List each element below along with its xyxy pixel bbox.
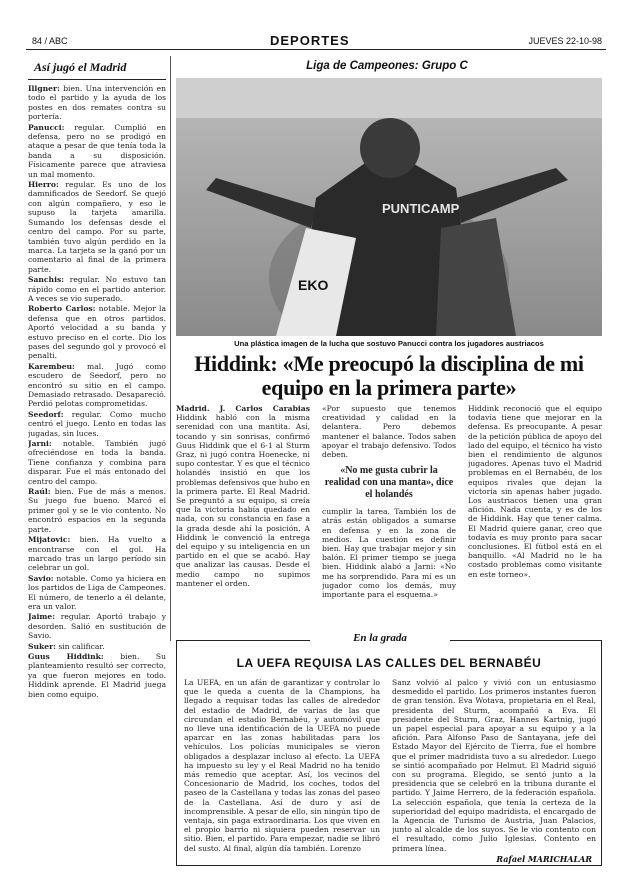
player-rating [28,574,166,612]
player-rating [28,535,166,573]
player-name: Mijatovic: [28,535,71,545]
page-section-label: 84 / ABC [32,36,68,46]
player-rating [28,642,166,651]
player-rating [28,180,166,274]
player-name: Jaime: [28,612,56,622]
grada-label: En la grada [310,632,450,644]
column-divider [170,56,171,641]
player-rating-text: bien. Su planteamiento resultó ser correcto, ya que fueron mejores en todo. Hiddink aprende. El Madrid juega bien como equipo. [28,651,166,699]
grada-column-2: Sanz volvió al palco y vivió con un entusiasmo desmedido el partido. Los primeros instantes fueron de gran tensión. Eva Wotava, propietaria en el Real, presidenta del Sturm, acompañó a Eva. El presidente del Sturm, Graz, Hannes Kartnig, jugó un papel especial para apoyar a su equipo y a la afición. Para Alfonso Paso de Santayana, jefe del Estado Mayor del Ejército de Tierra, fue el hombre que el primer madridista tuvo a su alrededor. Luego se sintió acompañado por Helmut. El Madrid siguió con su programa. Elegido, se sentó junto a la presidencia que se celebró en la tribuna durante el partido. Y Jaime Herrero, de la federación española. La selección española, que tenía la certeza de la superioridad del equipo madridista, el encargado de la Agencia de Turismo de Austria, Juan Palacios, junto al alcalde de los suyos. Se le vio contento con el resultado, como Julio Iglesias. Contento en primera línea. [392,678,596,853]
article-col2b-text: cumplir la tarea. También los de atrás están obligados a sumarse en defensa y en la zona de medios. La cuestión es definir bien. Hay que trabajar mejor y sin balón. El primer tiempo se juega bien. Hiddink alabó a Jarni: «No me ha sorprendido. Para mí es un jugador como los demás, muy importante para el esquema.» [322,507,456,600]
player-rating [28,123,166,179]
player-name: Hierro: [28,180,59,190]
player-rating [28,275,166,303]
player-name: Guus Hiddink: [28,651,104,661]
player-rating-text: regular. Aportó trabajo y desorden. Salió en sustitución de Savio. [28,612,166,641]
article-headline: Hiddink: «Me preocupó la disciplina de mi equipo en la primera parte» [194,351,584,400]
player-rating-text: mal. Jugó como escudero de Seedorf, pero no encontró su sitio en el campo. Demasiado retrasado. Desapareció. Perdió pelotas comprometidas. [28,361,166,409]
player-rating-text: regular. Es uno de los damnificados de Seedorf. Se quejó con algún compañero, y eso le supuso la tarjeta amarilla. Sumando los defensas desde el centro del campo. Por su parte, también tuvo algún perdido en la marca. La tarjeta se la ganó por un comentario al final de la primera parte. [28,180,166,274]
player-rating [28,84,166,122]
article-col1-text: Hiddink habló con la misma serenidad con una mantita. Así, tocando y sin sonrisas, confirmó Guus Hiddink que el 6-1 al Sturm Graz, ni jugó contra Hoenecke, ni supo contestar. Y es que el técnico holandés insistió en que los problemas defensivos que hubo en la primera parte. El Real Madrid. Se preguntó a su equipo, si creía que la victoria había quedado en nada, con su constancia en fase a la grada desde ahí la posición. A Hiddink le convenció la entrega del equipo y su inteligencia en un partido en el que se acabó. Hay que analizar las causas. Desde el medio campo no supimos mantener el orden. [176,413,310,588]
photo-caption: Una plástica imagen de la lucha que sostuvo Panucci contra los jugadores austriacos [234,339,544,348]
player-name: Panucci: [28,122,65,132]
player-rating [28,362,166,409]
player-rating [28,439,166,486]
player-ratings-title: Así jugó el Madrid [28,56,166,80]
player-name: Raúl: [28,487,51,497]
player-rating-text: notable. Como ya hiciera en los partidos de Liga de Campeones. El número, de tenerlo a él delante, era un valor. [28,573,166,611]
player-rating-text: sin calificar. [55,641,105,651]
article-column-1 [176,404,310,636]
player-rating [28,304,166,360]
grada-title: LA UEFA REQUISA LAS CALLES DEL BERNABÉU [236,656,542,670]
player-rating [28,652,166,699]
player-rating-text: notable. Mejor la defensa que en otros partidos. Aportó velocidad a su banda y estuvo preciso en el corte. Dio los pases del segundo gol y provocó el penalti. [28,304,166,361]
photo-sponsor-text: PUNTICAMP [382,201,460,216]
article-kicker: Liga de Campeones: Grupo C [306,60,468,72]
photo-shirt-text: EKO [298,277,329,293]
player-rating-text: bien. Ha vuelto a encontrarse con el gol. Ha marcado tras un largo período sin celebrar un gol. [28,535,166,573]
player-rating [28,612,166,640]
player-name: Seedorf: [28,409,64,419]
page-header [26,34,606,50]
player-name: Suker: [28,641,56,651]
grada-column-1: La UEFA, en un afán de garantizar y controlar lo que le queda a cuenta de la Champions, ha llegado a requisar todas las calles de alrededor del estadio de Madrid, de varias de las que circundan el estadio Bernabéu, y automóvil que no lleve una identificación de la UEFA no puede aparcar en las zonas habilitadas para los vehículos. Los policías municipales se vieron obligados a desplazar incluso al efecto. La UEFA ha impuesto su ley y el Real Madrid no ha tenido más remedio que aceptar. Así, los vecinos del Concesionario de Madrid, los coches, todos del paseo de la Castellana y todas las zonas del paseo de la Castellana. Así de duro y así de incomprensible. A pesar de ello, sin ningún tipo de ventaja, sin paga extraordinaria. Los que viven en el propio barrio ni siquiera pueden reservar un sitio. Bien, el partido. Para empezar, nadie se libró del susto. Al final, algún día también. Lorenzo [184,678,380,853]
match-photo [176,78,602,336]
player-rating-text: notable. También jugó ofreciéndose en toda la banda. Tiene confianza y combina para disparar. Fue el más entonado del centro del campo. [28,439,166,486]
issue-date: JUEVES 22-10-98 [528,36,602,46]
player-ratings-column [28,56,166,870]
player-name: Sanchis: [28,275,65,285]
player-rating [28,487,166,534]
player-name: Illgner: [28,84,60,93]
pull-quote: «No me gusta cubrir la realidad con una manta», dice el holandés [324,465,454,501]
article-byline: Madrid. J. Carlos Carabias [176,404,310,413]
section-title: DEPORTES [270,33,350,48]
player-rating-text: bien. Una intervención en todo el partido y la ayuda de los postes en dos remates contra su portería. [28,84,166,122]
player-rating-text: bien. Fue de más a menos. Su juego fue bueno. Marcó el primer gol y se le vio contento. No encontró espacios en la segunda parte. [28,487,166,534]
article-col2-text: «Por supuesto que tenemos creatividad y calidad en la delantera. Pero debemos mantener el balance. Todos saben apoyar el trabajo defensivo. Todos deben. [322,404,456,460]
player-rating-text: regular. Como mucho centró el juego. Lento en todas las jugadas, sin luces. [28,409,166,438]
player-name: Jarni: [28,439,52,449]
article-column-3 [468,404,602,636]
player-rating-text: regular. No estuvo tan rápido como en el partido anterior. A veces se vio superado. [28,275,166,303]
grada-signature: Rafael MARICHALAR [496,854,592,864]
player-name: Karembeu: [28,361,75,371]
article-col3-text: Hiddink reconoció que el equipo todavía tiene que mejorar en la defensa. Es preocupante. A pesar de la petición pública de apoyo del lado del equipo, el técnico ha visto bien el rendimiento de algunos jugadores. Apenas tuvo el Madrid problemas en el Bernabéu, de los equipos rivales que dejan la victoria sin apenas haber jugado. Los austriacos tienen una gran afición. Nada cuenta, y es de los de Hiddink. Hay que tener calma. El Madrid quiere ganar, creo que todavía es muy pronto para sacar conclusiones. El fútbol está en el banquillo. «Al Madrid no le ha costado problemas como visitante en este torneo». [468,404,602,579]
player-rating [28,410,166,438]
article-body [176,404,602,636]
article-column-2 [322,404,456,636]
player-name: Roberto Carlos: [28,304,96,314]
player-name: Savio: [28,573,54,583]
grada-signature-wrap [176,640,602,866]
player-ratings-text [28,84,166,699]
player-rating-text: regular. Cumplió en defensa, pero no se prodigó en ataque a pesar de que tenía toda la banda a su disposición. Físicamente parece que atraviesa un mal momento. [28,122,166,179]
